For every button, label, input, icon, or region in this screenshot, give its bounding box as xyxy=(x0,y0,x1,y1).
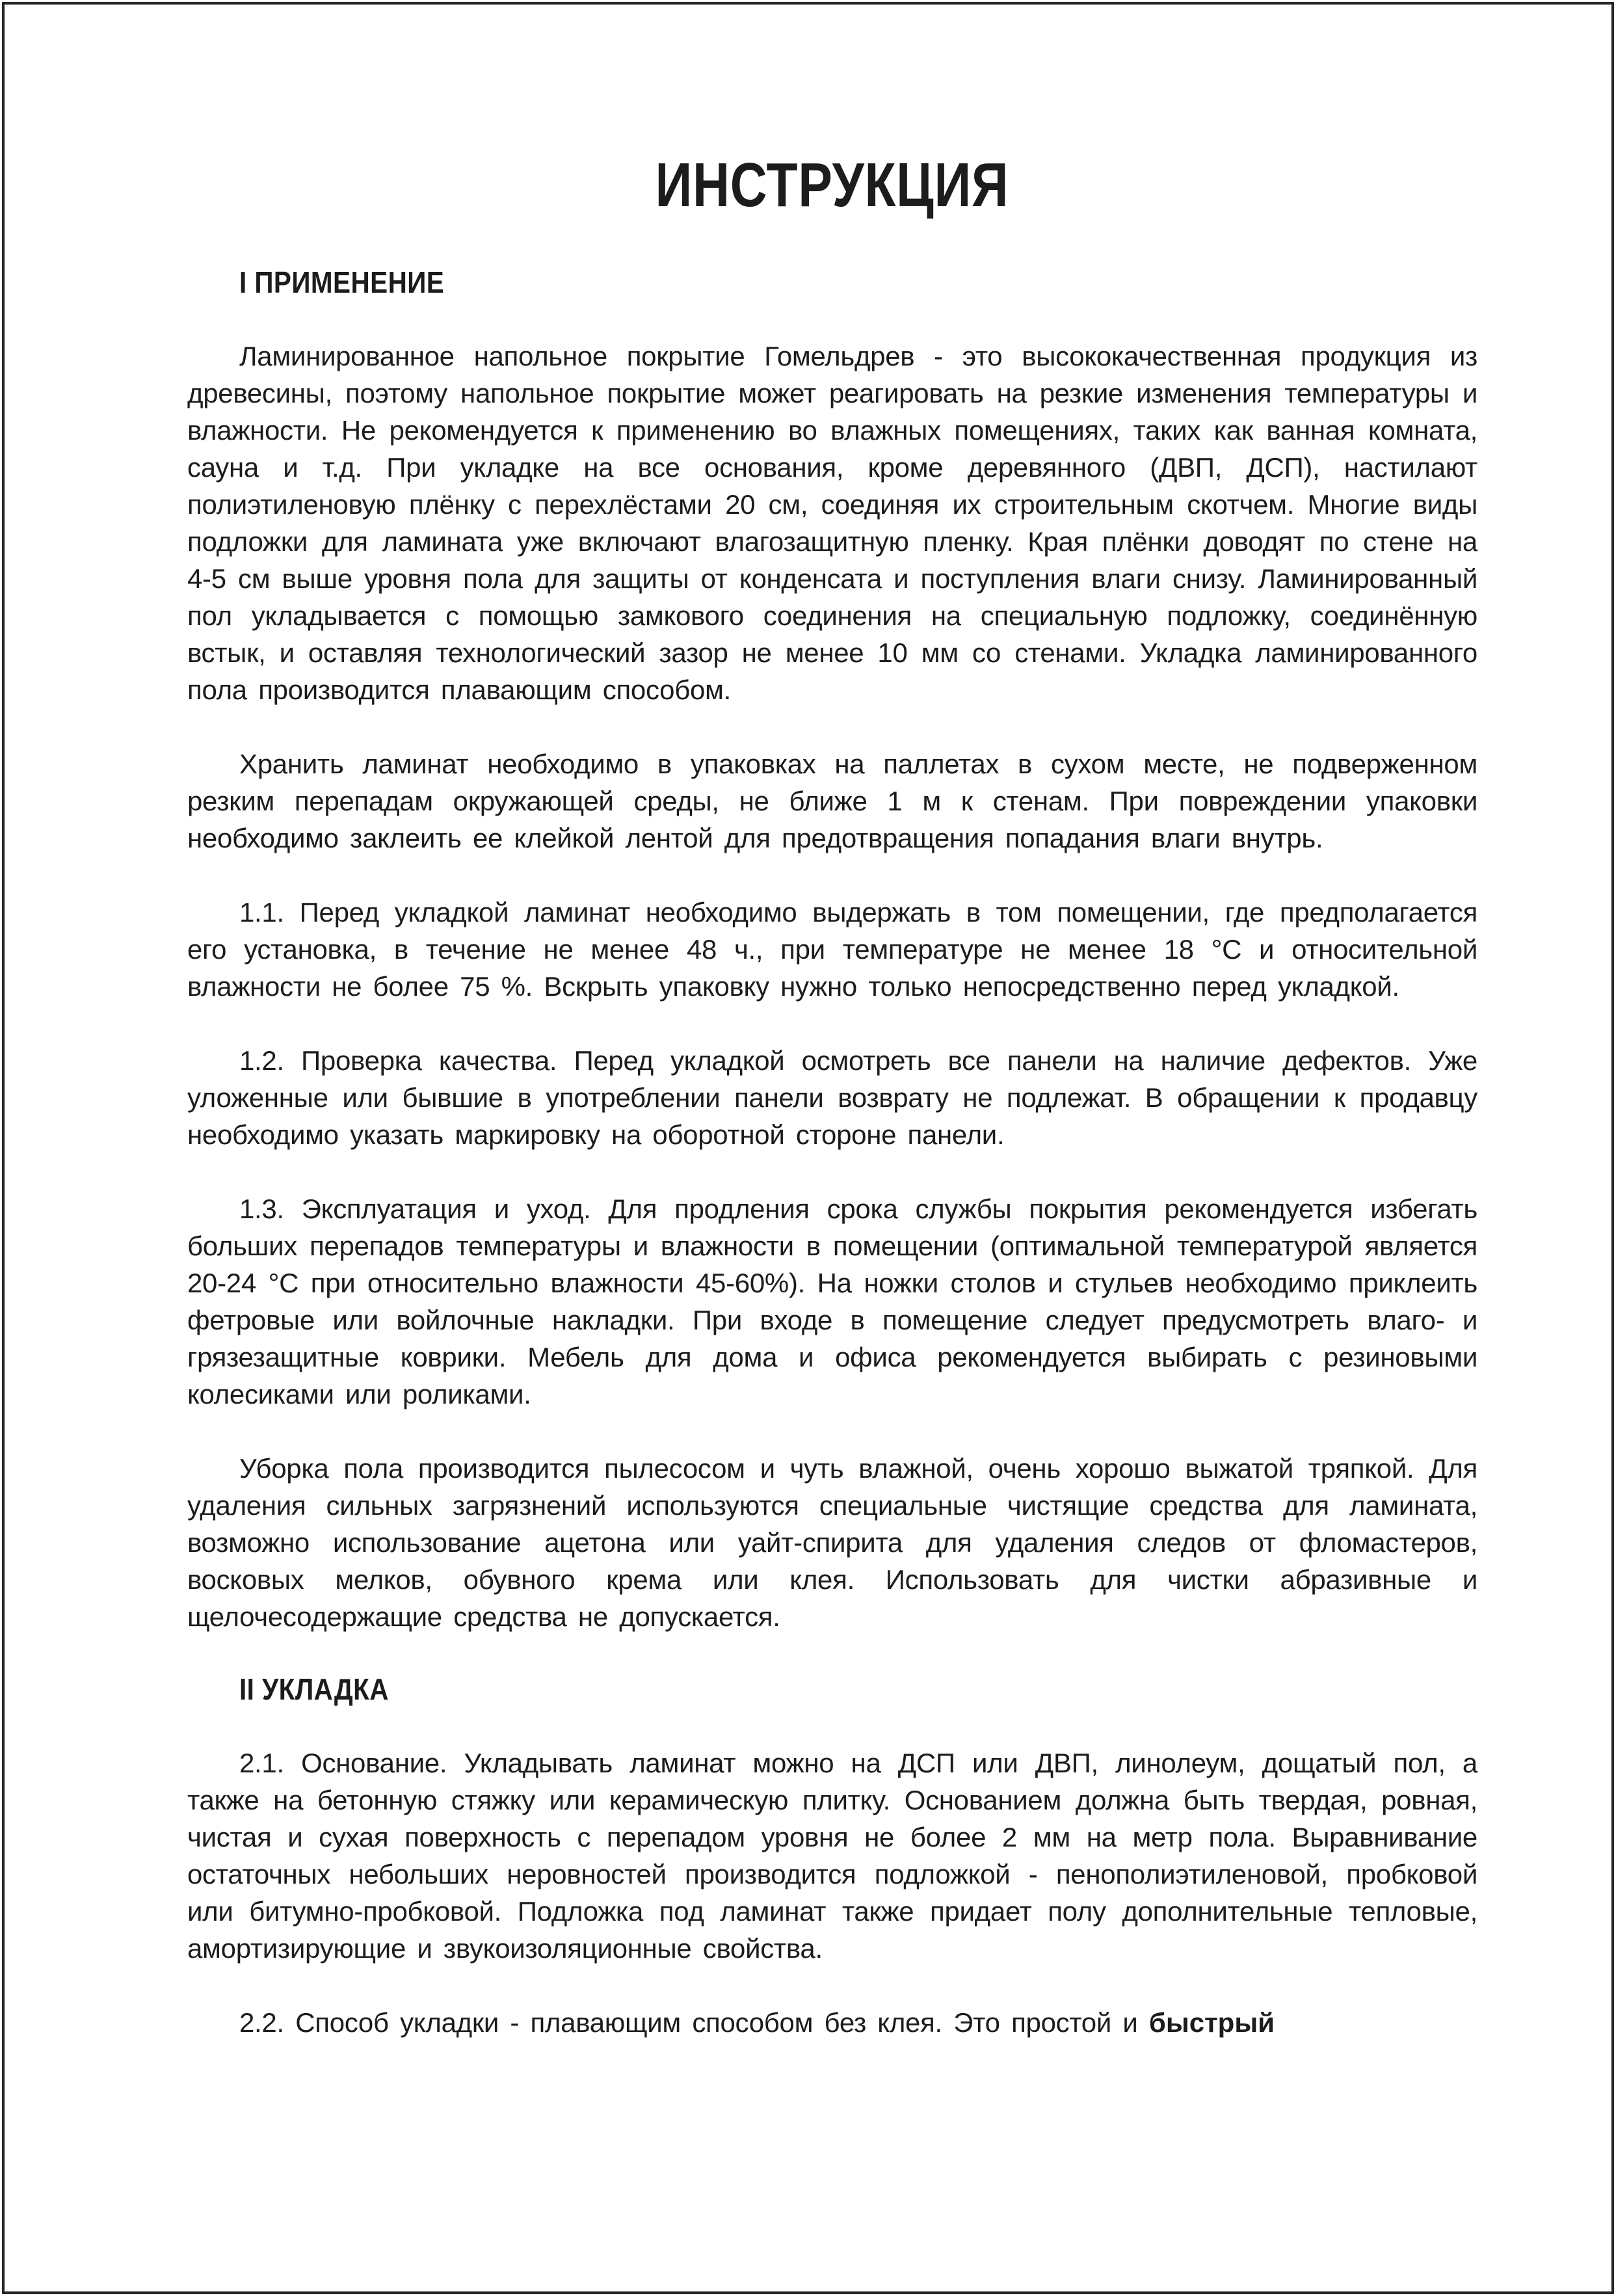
page-border-frame xyxy=(2,2,1614,2294)
section-heading-installation-text: II УКЛАДКА xyxy=(239,1672,389,1706)
paragraph-1-1: 1.1. Перед укладкой ламинат необходимо выдержать в том помещении, где предполагается его установка, в течение не менее 48 ч., при температуре не менее 18 °С и относительной влажности не более 75 %. Вскрыть упаковку нужно только непосредственно перед укладкой. xyxy=(187,896,1477,1002)
section-heading-installation xyxy=(239,1672,1477,1707)
section-heading-application xyxy=(239,265,1477,300)
paragraph-2-2-text: 2.2. Способ укладки - плавающим способом без клея. Это простой и xyxy=(239,2007,1149,2038)
paragraph-2-2 xyxy=(187,2004,1477,2041)
paragraph-1-2: 1.2. Проверка качества. Перед укладкой осмотреть все панели на наличие дефектов. Уже уложенные или бывшие в употреблении панели возврату не подлежат. В обращении к продавцу необходимо указать маркировку на оборотной стороне панели. xyxy=(187,1045,1477,1150)
section-heading-application-text: I ПРИМЕНЕНИЕ xyxy=(239,265,445,299)
document-title xyxy=(187,150,1477,220)
paragraph-1-3: 1.3. Эксплуатация и уход. Для продления срока службы покрытия рекомендуется избегать больших перепадов температуры и влажности в помещении (оптимальной температурой является 20-24 °С при относительно влажности 45-60%). На ножки столов и стульев необходимо приклеить фетровые или войлочные накладки. При входе в помещение следует предусмотреть влаго- и грязезащитные коврики. Мебель для дома и офиса рекомендуется выбирать с резиновыми колесиками или роликами. xyxy=(187,1193,1477,1409)
paragraph-cleaning: Уборка пола производится пылесосом и чуть влажной, очень хорошо выжатой тряпкой. Для удаления сильных загрязнений используются специальные чистящие средства для ламината, возможно использование ацетона или уайт-спирита для удаления следов от фломастеров, восковых мелков, обувного крема или клея. Использовать для чистки абразивные и щелочесодержащие средства не допускается. xyxy=(187,1452,1477,1632)
document-title-text: ИНСТРУКЦИЯ xyxy=(656,150,1009,220)
paragraph-2-1: 2.1. Основание. Укладывать ламинат можно на ДСП или ДВП, линолеум, дощатый пол, а также на бетонную стяжку или керамическую плитку. Основанием должна быть твердая, ровная, чистая и сухая поверхность с перепадом уровня не более 2 мм на метр пола. Выравнивание остаточных небольших неровностей производится подложкой - пенополиэтиленовой, пробковой или битумно-пробковой. Подложка под ламинат также придает полу дополнительные тепловые, амортизирующие и звукоизоляционные свойства. xyxy=(187,1747,1477,1964)
paragraph-2-2-bold-word: быстрый xyxy=(1148,2007,1275,2038)
paragraph-storage: Хранить ламинат необходимо в упаковках на паллетах в сухом месте, не подверженном резким перепадам окружающей среды, не ближе 1 м к стенам. При повреждении упаковки необходимо заклеить ее клейкой лентой для предотвращения попадания влаги внутрь. xyxy=(187,748,1477,853)
paragraph-intro: Ламинированное напольное покрытие Гомельдрев - это высококачественная продукция из древесины, поэтому напольное покрытие может реагировать на резкие изменения температуры и влажности. Не рекомендуется к применению во влажных помещениях, таких как ванная комната, сауна и т.д. При укладке на все основания, кроме деревянного (ДВП, ДСП), настилают полиэтиленовую плёнку с перехлёстами 20 см, соединяя их строительным скотчем. Многие виды подложки для ламината уже включают влагозащитную пленку. Края плёнки доводят по стене на 4-5 см выше уровня пола для защиты от конденсата и поступления влаги снизу. Ламинированный пол укладывается с помощью замкового соединения на специальную подложку, соединённую встык, и оставляя технологический зазор не менее 10 мм со стенами. Укладка ламинированного пола производится плавающим способом. xyxy=(187,340,1477,705)
